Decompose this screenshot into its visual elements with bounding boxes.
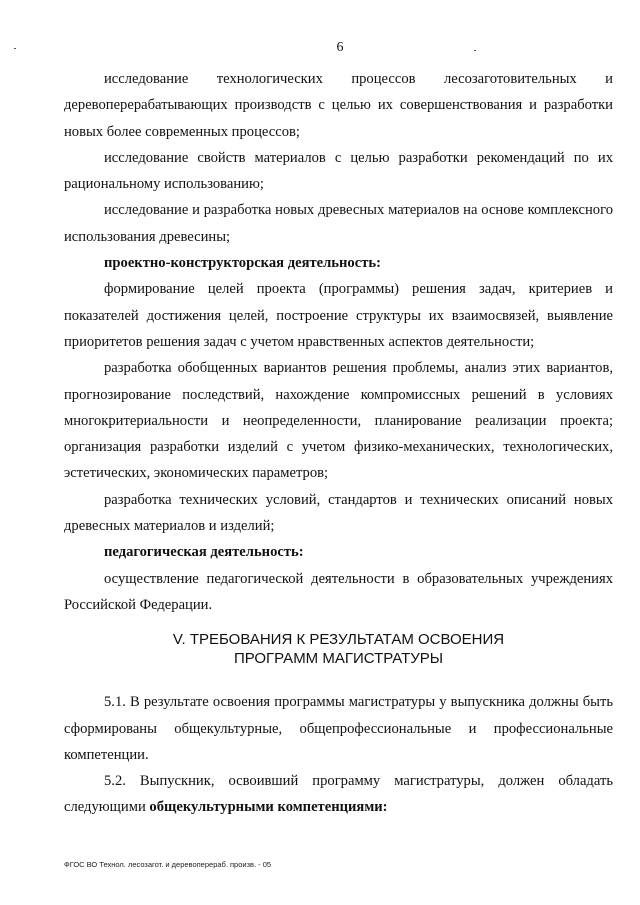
heading-design-activity-text: проектно-конструкторская деятельность: <box>104 255 381 272</box>
document-body <box>64 66 613 821</box>
footer-doc-code: ФГОС ВО Технол. лесозагот. и деревоперераб. произв. - 05 <box>64 860 272 869</box>
paragraph-research-processes: исследование технологических процессов лесозаготовительных и деревоперерабатывающих производств с целью их совершенствования и разработки новых более современных процессов; <box>64 71 613 140</box>
paragraph-project-goals: формирование целей проекта (программы) решения задач, критериев и показателей достижения целей, построение структуры их взаимосвязей, выявление приоритетов решения задач с учетом нравственных аспектов деятельности; <box>64 281 613 350</box>
paragraph-solution-variants: разработка обобщенных вариантов решения проблемы, анализ этих вариантов, прогнозирование последствий, нахождение компромиссных решений в условиях многокритериальности и неопределенности, планирование реализации проекта; организация разработки изделий с учетом физико-механических, технологических, эстетических, экономических параметров; <box>64 360 613 482</box>
paragraph-5-2-bold: общекультурными компетенциями: <box>149 799 388 816</box>
paragraph-pedagogical: осуществление педагогической деятельности в образовательных учреждениях Российской Федерации. <box>64 570 613 613</box>
paragraph-new-materials: исследование и разработка новых древесных материалов на основе комплексного использования древесины; <box>64 202 613 245</box>
page-number: 6 <box>336 40 344 55</box>
heading-pedagogical-activity-text: педагогическая деятельность: <box>104 544 304 561</box>
paragraph-5-2-text: 5.2. Выпускник, освоивший программу магистратуры, должен обладать следующими <box>64 773 613 816</box>
paragraph-5-1: 5.1. В результате освоения программы магистратуры у выпускника должны быть сформированы общекультурные, общепрофессиональные и профессиональные компетенции. <box>64 694 613 763</box>
paragraph-5-2 <box>64 768 613 821</box>
paragraph-research-materials: исследование свойств материалов с целью разработки рекомендаций по их рациональному использованию; <box>64 149 613 193</box>
section-title-line-1: V. ТРЕБОВАНИЯ К РЕЗУЛЬТАТАМ ОСВОЕНИЯ <box>172 631 505 649</box>
section-title-line-2: ПРОГРАММ МАГИСТРАТУРЫ <box>233 650 444 668</box>
section-gap <box>64 668 613 689</box>
section-title <box>64 630 613 668</box>
heading-design-activity <box>64 250 613 276</box>
paragraph-technical-specs: разработка технических условий, стандартов и технических описаний новых древесных материалов и изделий; <box>64 491 613 535</box>
heading-pedagogical-activity <box>64 539 613 565</box>
